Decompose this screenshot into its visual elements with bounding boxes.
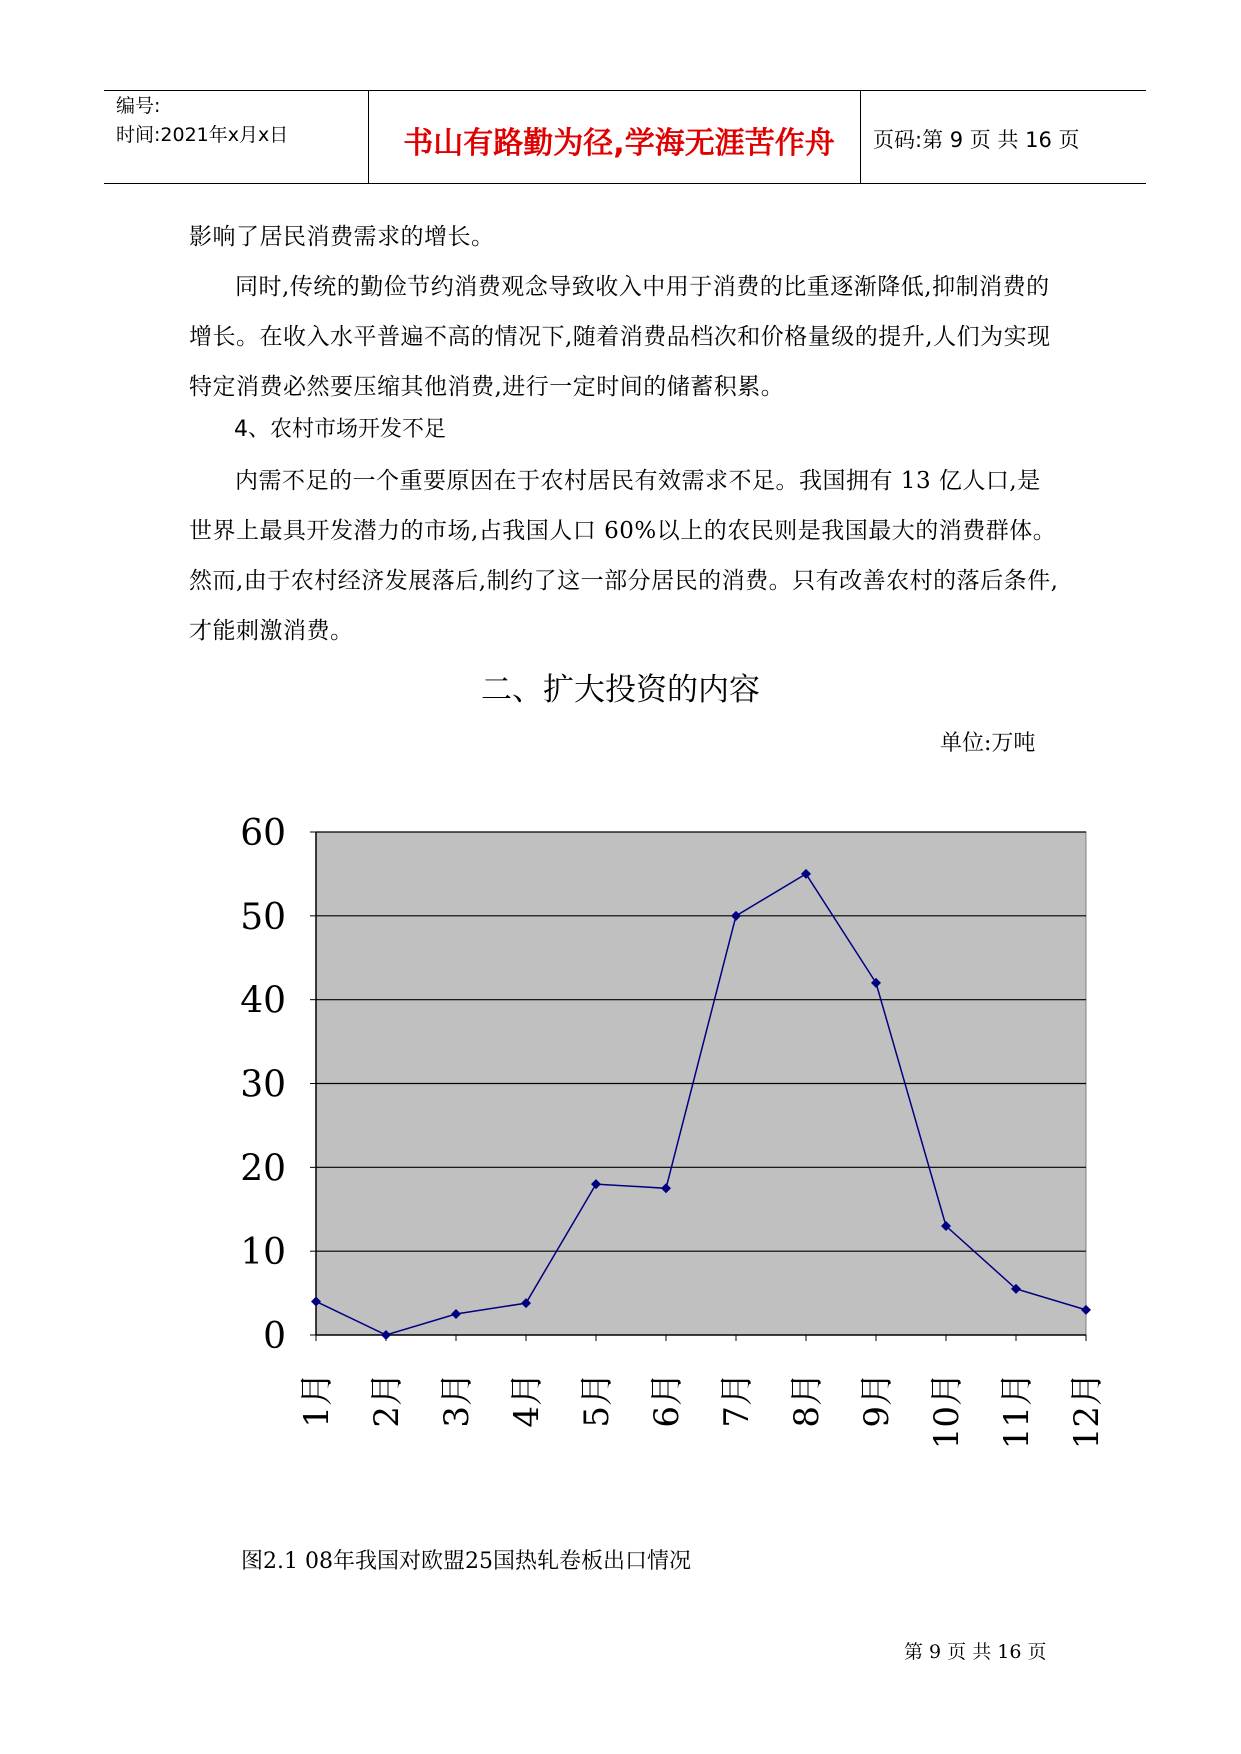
x-tick-label: 4月 (507, 1372, 547, 1428)
x-tick-label: 9月 (857, 1372, 897, 1428)
y-tick-label: 0 (263, 1316, 286, 1357)
figure-caption: 图2.1 08年我国对欧盟25国热轧卷板出口情况 (241, 1549, 691, 1574)
x-tick-label: 5月 (577, 1372, 617, 1428)
unit-label: 单位:万吨 (940, 731, 1036, 756)
paragraph-2: 同时,传统的勤俭节约消费观念导致收入中用于消费的比重逐渐降低,抑制消费的增长。在收入水平普遍不高的情况下,随着消费品档次和价格量级的提升,人们为实现特定消费必然要压缩其他消费,进行一定时间的储蓄积累。 (189, 274, 1051, 400)
header-page-number: 页码:第 9 页 共 16 页 (873, 128, 1080, 152)
paragraph-3: 内需不足的一个重要原因在于农村居民有效需求不足。我国拥有 13 亿人口,是世界上最具开发潜力的市场,占我国人口 60%以上的农民则是我国最大的消费群体。然而,由于农村经济发展落后,制约了这一部分居民的消费。只有改善农村的落后条件,才能刺激消费。 (189, 468, 1059, 644)
y-tick-label: 40 (240, 980, 286, 1022)
x-tick-label: 11月 (997, 1372, 1037, 1450)
page-footer: 第 9 页 共 16 页 (904, 1641, 1047, 1663)
paragraph-1: 影响了居民消费需求的增长。 (189, 224, 495, 250)
section-title: 二、扩大投资的内容 (481, 672, 760, 708)
y-tick-label: 60 (240, 813, 286, 854)
x-tick-label: 12月 (1067, 1372, 1107, 1450)
x-tick-label: 2月 (367, 1372, 407, 1428)
x-tick-label: 7月 (717, 1372, 757, 1428)
y-tick-label: 10 (240, 1232, 286, 1274)
document-time-label: 时间:2021年x月x日 (116, 124, 289, 146)
document-number-label: 编号: (116, 95, 161, 117)
x-tick-label: 10月 (927, 1372, 967, 1450)
y-tick-label: 50 (240, 896, 286, 938)
x-tick-label: 3月 (437, 1372, 477, 1428)
x-tick-label: 1月 (297, 1372, 337, 1428)
y-tick-label: 20 (240, 1148, 286, 1190)
header-motto: 书山有路勤为径,学海无涯苦作舟 (403, 126, 835, 161)
x-tick-label: 8月 (787, 1372, 827, 1428)
x-tick-label: 6月 (647, 1372, 687, 1428)
y-tick-label: 30 (240, 1064, 286, 1106)
subheading-rural-market: 4、农村市场开发不足 (234, 417, 446, 442)
